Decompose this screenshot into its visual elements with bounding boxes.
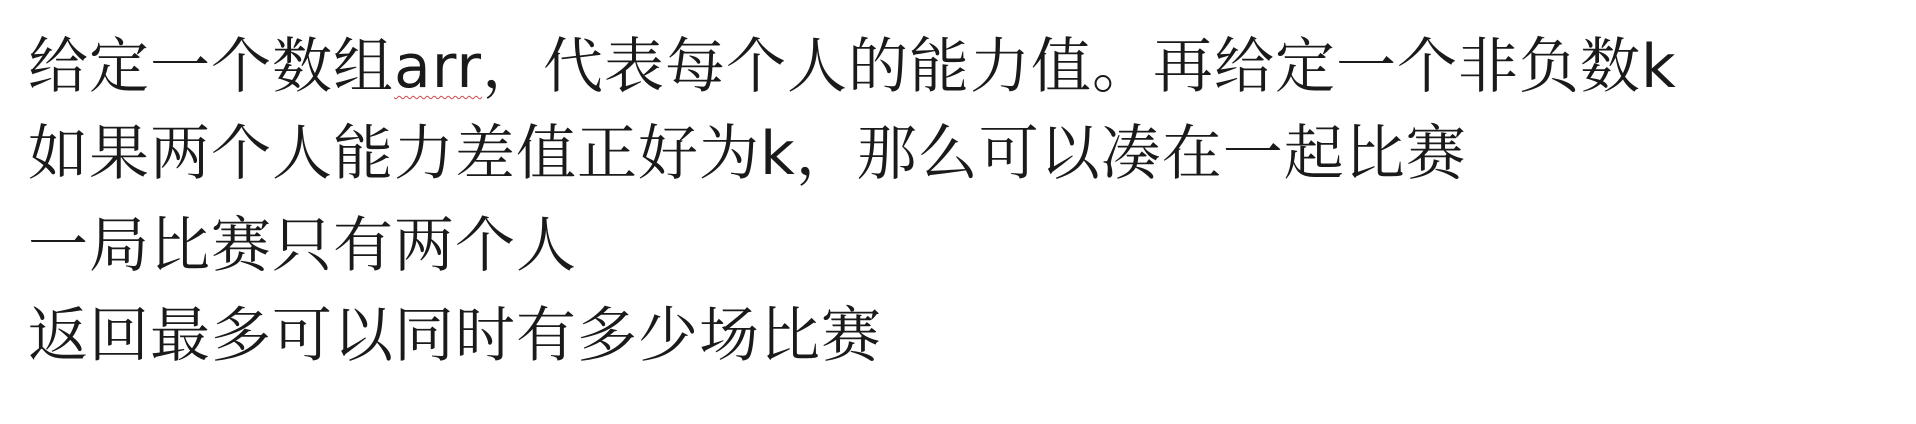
statement-line-4: 返回最多可以同时有多少场比赛 bbox=[28, 301, 882, 371]
array-name: arr bbox=[394, 32, 483, 102]
statement-line-2: 如果两个人能力差值正好为k，那么可以凑在一起比赛 bbox=[28, 119, 1467, 189]
line-1-suffix: ，代表每个人的能力值。再给定一个非负数k bbox=[482, 32, 1677, 102]
problem-statement bbox=[28, 14, 1898, 414]
statement-line-1 bbox=[28, 22, 1677, 112]
statement-line-3: 一局比赛只有两个人 bbox=[28, 211, 577, 281]
line-1-prefix: 给定一个数组 bbox=[28, 32, 394, 102]
